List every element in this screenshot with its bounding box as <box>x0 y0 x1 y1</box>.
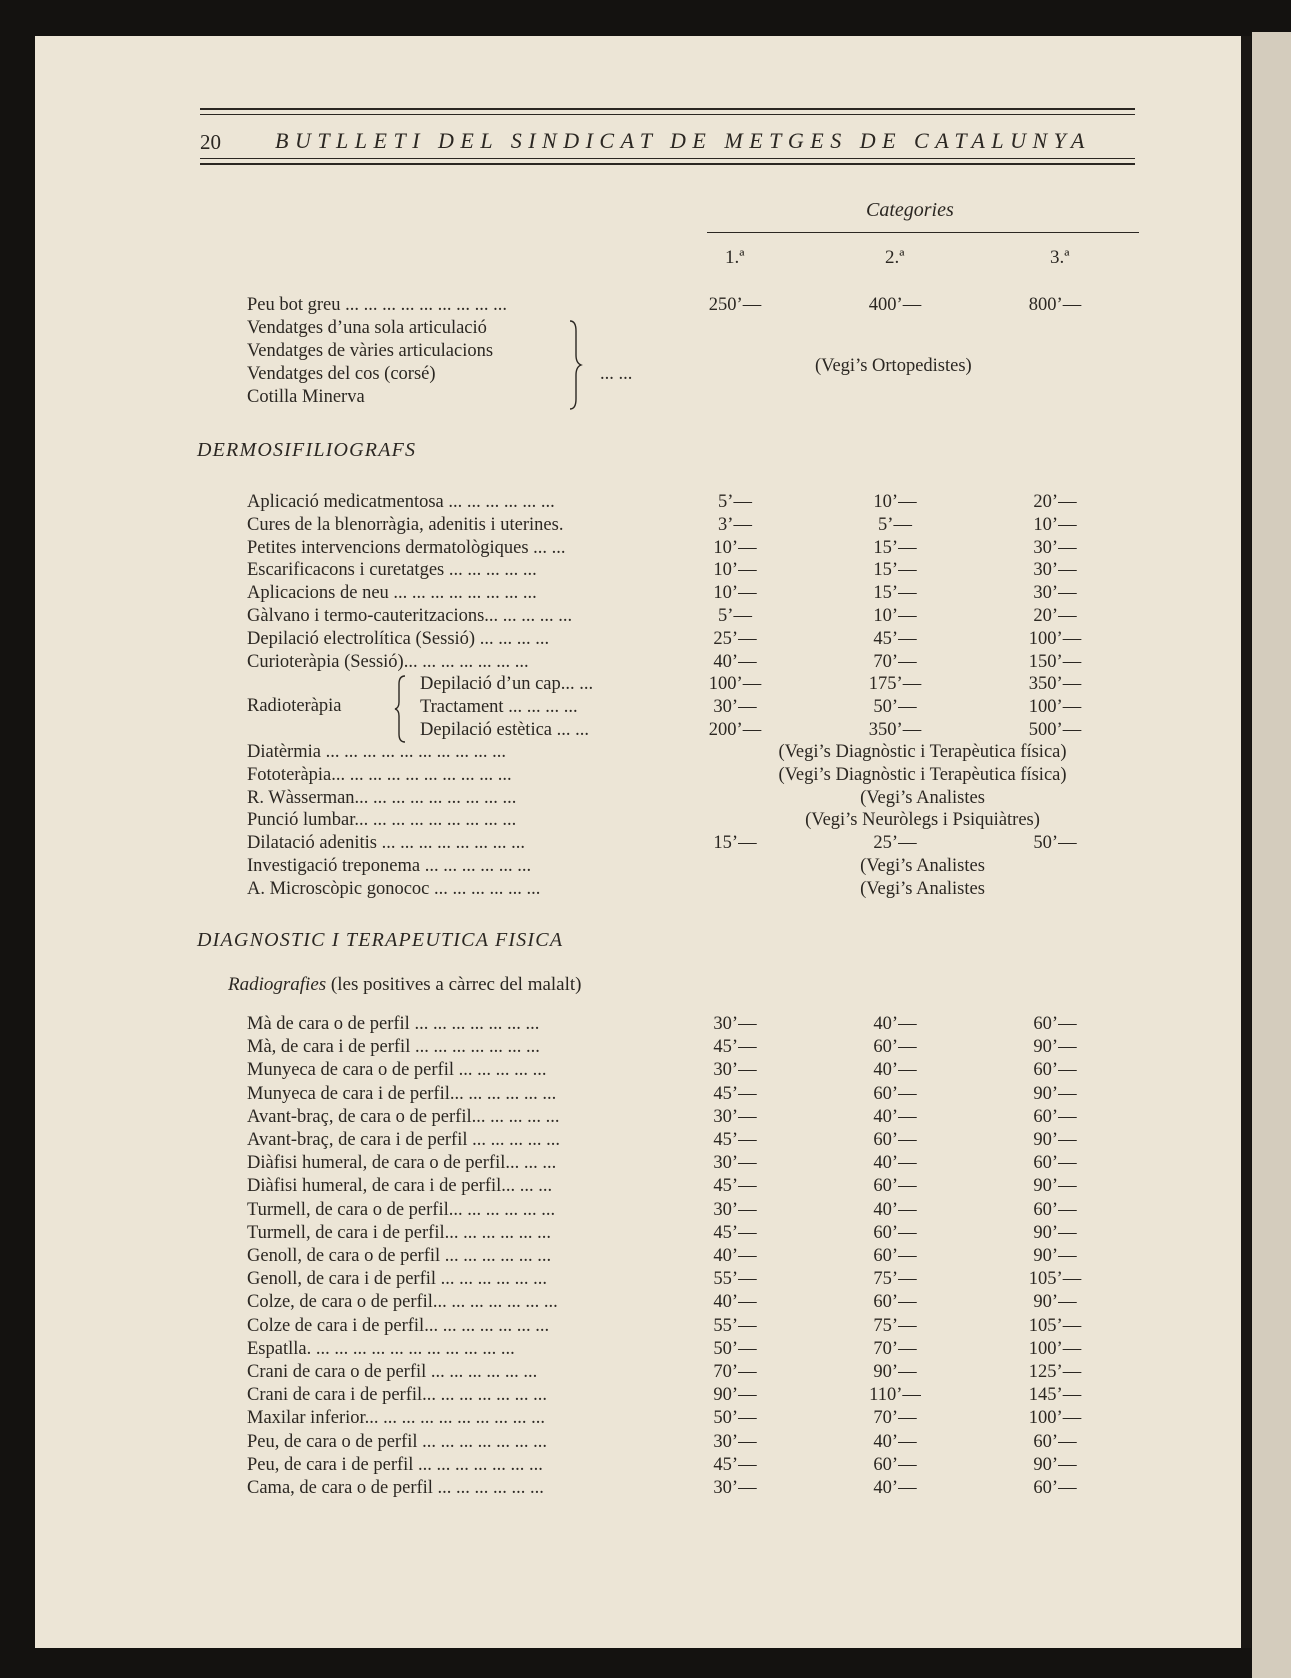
value-cat3: 20’— <box>1033 492 1077 512</box>
value-cat1: 45’— <box>713 1037 757 1058</box>
value-cat1: 40’— <box>713 1292 757 1313</box>
value-cat2: 50’— <box>873 696 917 717</box>
row-label: Peu, de cara i de perfil ... ... ... ... ... ... ... <box>247 1454 543 1475</box>
row-label: Curioteràpia (Sessió)... ... ... ... ... ... ... <box>247 651 529 672</box>
grouped-item: Vendatges d’una sola articulació <box>247 318 487 338</box>
row-label: Depilació estètica ... ... <box>420 719 590 740</box>
value-cat2: 75’— <box>873 1269 917 1290</box>
row-label: Cures de la blenorràgia, adenitis i uterines. <box>247 514 564 535</box>
column-head-1: 1.ª <box>725 247 745 268</box>
value-cat1: 30’— <box>713 1478 757 1498</box>
value-cat3: 60’— <box>1033 1478 1077 1498</box>
value-cat2: 70’— <box>873 651 917 672</box>
value-cat1: 30’— <box>713 1431 757 1452</box>
value-cat3: 60’— <box>1033 1106 1077 1127</box>
row-label: Crani de cara i de perfil... ... ... ... ... ... ... <box>247 1385 548 1406</box>
grouped-item: Cotilla Minerva <box>247 387 365 407</box>
value-cat3: 90’— <box>1033 1083 1077 1104</box>
value-cat1: 55’— <box>713 1269 757 1290</box>
row-label: Crani de cara o de perfil ... ... ... ... ... ... <box>247 1362 538 1382</box>
row-label: Avant-braç, de cara o de perfil... ... ... ... ... <box>247 1106 560 1127</box>
row-label: Escarificacons i curetatges ... ... ... ... ... <box>247 560 537 581</box>
value-cat1: 50’— <box>713 1338 757 1359</box>
table-row <box>35 538 1251 560</box>
table-row <box>35 560 1251 582</box>
table-row <box>35 1084 1251 1106</box>
table-row <box>35 1200 1251 1222</box>
table-row <box>35 1316 1251 1338</box>
table-row <box>35 1130 1251 1152</box>
row-label: Peu, de cara o de perfil ... ... ... ... ... ... ... <box>247 1431 548 1452</box>
value-cat1: 25’— <box>713 628 757 649</box>
value-cat3: 90’— <box>1033 1037 1077 1058</box>
value-cat3: 350’— <box>1028 674 1082 694</box>
group-note: (Vegi’s Ortopedistes) <box>815 356 972 376</box>
categories-rule <box>707 232 1139 233</box>
value-cat3: 30’— <box>1033 560 1077 581</box>
row-label: Munyeca de cara o de perfil ... ... ... ... ... <box>247 1060 547 1081</box>
row-label: Cama, de cara o de perfil ... ... ... ... ... ... <box>247 1478 544 1498</box>
value-cat3: 50’— <box>1033 833 1077 854</box>
cross-reference-note: (Vegi’s Analistes <box>860 856 985 876</box>
value-cat2: 10’— <box>873 492 917 512</box>
value-cat2: 40’— <box>873 1478 917 1498</box>
value-cat2: 40’— <box>873 1106 917 1127</box>
table-row <box>35 1060 1251 1082</box>
value-cat3: 60’— <box>1033 1431 1077 1452</box>
value-cat2: 60’— <box>873 1176 917 1197</box>
value-cat2: 70’— <box>873 1408 917 1429</box>
value-cat1: 30’— <box>713 696 757 717</box>
value-cat3: 100’— <box>1028 628 1082 649</box>
value-cat3: 60’— <box>1033 1199 1077 1220</box>
row-label: Investigació treponema ... ... ... ... ... ... <box>247 856 532 876</box>
value-cat3: 100’— <box>1028 1408 1082 1429</box>
table-row <box>35 1107 1251 1129</box>
row-label: Espatlla. ... ... ... ... ... ... ... ... ... ... ... <box>247 1338 515 1359</box>
value-cat2: 60’— <box>873 1246 917 1266</box>
header-rule-top-thin <box>200 114 1135 115</box>
header-rule-top <box>200 108 1135 110</box>
value-cat2: 75’— <box>873 1315 917 1336</box>
table-row <box>35 1014 1251 1036</box>
value-cat1: 30’— <box>713 1199 757 1220</box>
row-label: A. Microscòpic gonococ ... ... ... ... ... ... <box>247 878 541 899</box>
value-cat3: 60’— <box>1033 1060 1077 1081</box>
value-cat2: 5’— <box>878 514 912 535</box>
row-label: Depilació electrolítica (Sessió) ... ... ... ... <box>247 628 550 649</box>
value-cat2: 60’— <box>873 1130 917 1150</box>
table-row <box>35 1455 1251 1477</box>
value-cat2: 90’— <box>873 1362 917 1382</box>
value-cat3: 20’— <box>1033 606 1077 626</box>
value-cat2: 60’— <box>873 1037 917 1058</box>
value-cat3: 105’— <box>1028 1269 1082 1290</box>
value-cat1: 90’— <box>713 1385 757 1406</box>
row-label: Maxilar inferior... ... ... ... ... ... ... ... ... ... <box>247 1408 546 1429</box>
value-cat3: 90’— <box>1033 1130 1077 1150</box>
value-cat2: 400’— <box>868 295 922 315</box>
column-head-2: 2.ª <box>885 247 905 268</box>
value-cat2: 60’— <box>873 1454 917 1475</box>
radioterapia-label: Radioteràpia <box>247 696 342 716</box>
table-row <box>35 515 1251 537</box>
value-cat2: 15’— <box>873 583 917 604</box>
value-cat3: 100’— <box>1028 1338 1082 1359</box>
table-row <box>35 1223 1251 1245</box>
table-row <box>35 697 1251 719</box>
table-row <box>35 788 1251 810</box>
section-heading-diagnostic: DIAGNOSTIC I TERAPEUTICA FISICA <box>197 929 564 951</box>
value-cat3: 60’— <box>1033 1014 1077 1034</box>
value-cat3: 100’— <box>1028 696 1082 717</box>
value-cat2: 40’— <box>873 1153 917 1174</box>
value-cat2: 40’— <box>873 1431 917 1452</box>
value-cat2: 70’— <box>873 1338 917 1359</box>
table-row <box>35 1339 1251 1361</box>
cross-reference-note: (Vegi’s Analistes <box>860 878 985 899</box>
value-cat2: 45’— <box>873 628 917 649</box>
value-cat1: 5’— <box>718 492 752 512</box>
value-cat1: 30’— <box>713 1060 757 1081</box>
table-row <box>35 1176 1251 1198</box>
running-header-title: BUTLLETI DEL SINDICAT DE METGES DE CATALUNYA <box>275 128 1091 153</box>
subheading-italic: Radiografies <box>228 974 327 995</box>
radiografies-subheading <box>228 974 582 996</box>
value-cat3: 90’— <box>1033 1222 1077 1243</box>
row-label: Fototeràpia... ... ... ... ... ... ... ... ... ... <box>247 764 512 785</box>
table-row <box>35 1292 1251 1314</box>
value-cat1: 30’— <box>713 1153 757 1174</box>
value-cat1: 3’— <box>718 514 752 535</box>
value-cat1: 200’— <box>708 719 762 740</box>
value-cat1: 15’— <box>713 833 757 854</box>
table-row <box>35 674 1251 696</box>
value-cat1: 10’— <box>713 583 757 604</box>
value-cat3: 10’— <box>1033 514 1077 535</box>
table-row <box>35 629 1251 651</box>
value-cat1: 100’— <box>708 674 762 694</box>
row-label: R. Wàsserman... ... ... ... ... ... ... ... ... <box>247 787 517 808</box>
value-cat2: 110’— <box>869 1385 921 1406</box>
group-brace-icon <box>567 319 583 411</box>
value-cat2: 350’— <box>868 719 922 740</box>
table-row <box>35 1432 1251 1454</box>
value-cat2: 25’— <box>873 833 917 854</box>
value-cat1: 10’— <box>713 560 757 581</box>
value-cat1: 40’— <box>713 1246 757 1266</box>
header-rule-bottom <box>200 163 1135 165</box>
value-cat3: 150’— <box>1028 651 1082 672</box>
value-cat2: 60’— <box>873 1292 917 1313</box>
table-row <box>35 652 1251 674</box>
table-row <box>35 1478 1251 1500</box>
value-cat2: 40’— <box>873 1060 917 1081</box>
table-row <box>35 606 1251 628</box>
value-cat2: 60’— <box>873 1083 917 1104</box>
value-cat1: 30’— <box>713 1106 757 1127</box>
row-label: Aplicació medicatmentosa ... ... ... ... ... ... <box>247 492 555 512</box>
row-label: Turmell, de cara i de perfil... ... ... ... ... ... <box>247 1222 551 1243</box>
row-label: Munyeca de cara i de perfil... ... ... ... ... ... <box>247 1083 557 1104</box>
value-cat1: 10’— <box>713 537 757 558</box>
table-row <box>35 1362 1251 1384</box>
table-row <box>35 1153 1251 1175</box>
cross-reference-note: (Vegi’s Diagnòstic i Terapèutica física) <box>778 742 1067 762</box>
row-label: Diatèrmia ... ... ... ... ... ... ... ... ... ... <box>247 742 506 762</box>
row-label: Genoll, de cara i de perfil ... ... ... ... ... ... <box>247 1269 548 1290</box>
row-label: Gàlvano i termo-cauteritzacions... ... ... ... ... <box>247 606 573 626</box>
table-row <box>35 1246 1251 1268</box>
value-cat1: 45’— <box>713 1083 757 1104</box>
grouped-item: Vendatges de vàries articulacions <box>247 341 494 361</box>
value-cat3: 800’— <box>1028 295 1082 315</box>
table-row <box>35 1385 1251 1407</box>
row-label: Mà, de cara i de perfil ... ... ... ... ... ... ... <box>247 1037 540 1058</box>
table-row <box>35 1269 1251 1291</box>
value-cat1: 40’— <box>713 651 757 672</box>
value-cat3: 90’— <box>1033 1246 1077 1266</box>
table-row <box>35 295 1251 317</box>
value-cat2: 15’— <box>873 560 917 581</box>
value-cat3: 90’— <box>1033 1176 1077 1197</box>
row-label: Aplicacions de neu ... ... ... ... ... ... ... ... <box>247 583 537 604</box>
table-row <box>35 742 1251 764</box>
table-row <box>35 720 1251 742</box>
value-cat1: 50’— <box>713 1408 757 1429</box>
table-row <box>35 492 1251 514</box>
row-label: Mà de cara o de perfil ... ... ... ... ... ... ... <box>247 1014 540 1034</box>
grouped-item: Vendatges del cos (corsé) <box>247 364 436 384</box>
value-cat2: 15’— <box>873 537 917 558</box>
table-row <box>35 1408 1251 1430</box>
subheading-rest: (les positives a càrrec del malalt) <box>330 974 582 995</box>
row-label: Genoll, de cara o de perfil ... ... ... ... ... ... <box>247 1246 552 1266</box>
value-cat2: 175’— <box>868 674 922 694</box>
cross-reference-note: (Vegi’s Diagnòstic i Terapèutica física) <box>778 764 1067 785</box>
table-row <box>35 1037 1251 1059</box>
value-cat1: 45’— <box>713 1222 757 1243</box>
row-label: Diàfisi humeral, de cara o de perfil... ... ... <box>247 1153 557 1174</box>
value-cat2: 40’— <box>873 1014 917 1034</box>
value-cat2: 40’— <box>873 1199 917 1220</box>
value-cat3: 90’— <box>1033 1292 1077 1313</box>
table-row <box>35 833 1251 855</box>
cross-reference-note: (Vegi’s Analistes <box>860 787 985 808</box>
value-cat2: 60’— <box>873 1222 917 1243</box>
header-rule-bottom-thin <box>200 158 1135 159</box>
section-heading-dermosifiliografs: DERMOSIFILIOGRAFS <box>197 439 417 461</box>
value-cat1: 30’— <box>713 1014 757 1034</box>
document-page <box>35 36 1251 1648</box>
row-label: Petites intervencions dermatològiques ... ... <box>247 537 566 558</box>
value-cat1: 70’— <box>713 1362 757 1382</box>
row-label: Dilatació adenitis ... ... ... ... ... ... ... ... <box>247 833 525 854</box>
categories-label: Categories <box>866 199 954 221</box>
value-cat1: 250’— <box>708 295 762 315</box>
value-cat2: 10’— <box>873 606 917 626</box>
value-cat3: 30’— <box>1033 583 1077 604</box>
table-row <box>35 856 1251 878</box>
value-cat1: 45’— <box>713 1176 757 1197</box>
cross-reference-note: (Vegi’s Neuròlegs i Psiquiàtres) <box>805 810 1040 831</box>
row-label: Colze de cara i de perfil... ... ... ... ... ... ... <box>247 1315 550 1336</box>
value-cat3: 30’— <box>1033 537 1077 558</box>
value-cat3: 105’— <box>1028 1315 1082 1336</box>
value-cat3: 125’— <box>1028 1362 1082 1382</box>
row-label: Peu bot greu ... ... ... ... ... ... ... ... ... <box>247 295 508 315</box>
table-row <box>35 583 1251 605</box>
row-label: Turmell, de cara o de perfil... ... ... ... ... ... <box>247 1199 556 1220</box>
value-cat1: 5’— <box>718 606 752 626</box>
value-cat1: 45’— <box>713 1454 757 1475</box>
value-cat3: 60’— <box>1033 1153 1077 1174</box>
table-row <box>35 810 1251 832</box>
table-row <box>35 879 1251 901</box>
row-label: Diàfisi humeral, de cara i de perfil... ... ... <box>247 1176 553 1197</box>
value-cat1: 55’— <box>713 1315 757 1336</box>
value-cat3: 90’— <box>1033 1454 1077 1475</box>
row-label: Depilació d’un cap... ... <box>420 674 594 694</box>
value-cat3: 500’— <box>1028 719 1082 740</box>
row-label: Colze, de cara o de perfil... ... ... ... ... ... ... <box>247 1292 558 1313</box>
row-label: Punció lumbar... ... ... ... ... ... ... ... ... <box>247 810 517 831</box>
value-cat1: 45’— <box>713 1130 757 1150</box>
group-leader-dots: ... ... <box>600 364 633 384</box>
row-label: Tractament ... ... ... ... <box>420 696 578 717</box>
table-row <box>35 765 1251 787</box>
value-cat3: 145’— <box>1028 1385 1082 1406</box>
column-head-3: 3.ª <box>1050 247 1070 268</box>
adjacent-page-edge <box>1252 32 1291 1678</box>
page-number: 20 <box>200 130 221 154</box>
row-label: Avant-braç, de cara i de perfil ... ... ... ... ... <box>247 1130 561 1150</box>
